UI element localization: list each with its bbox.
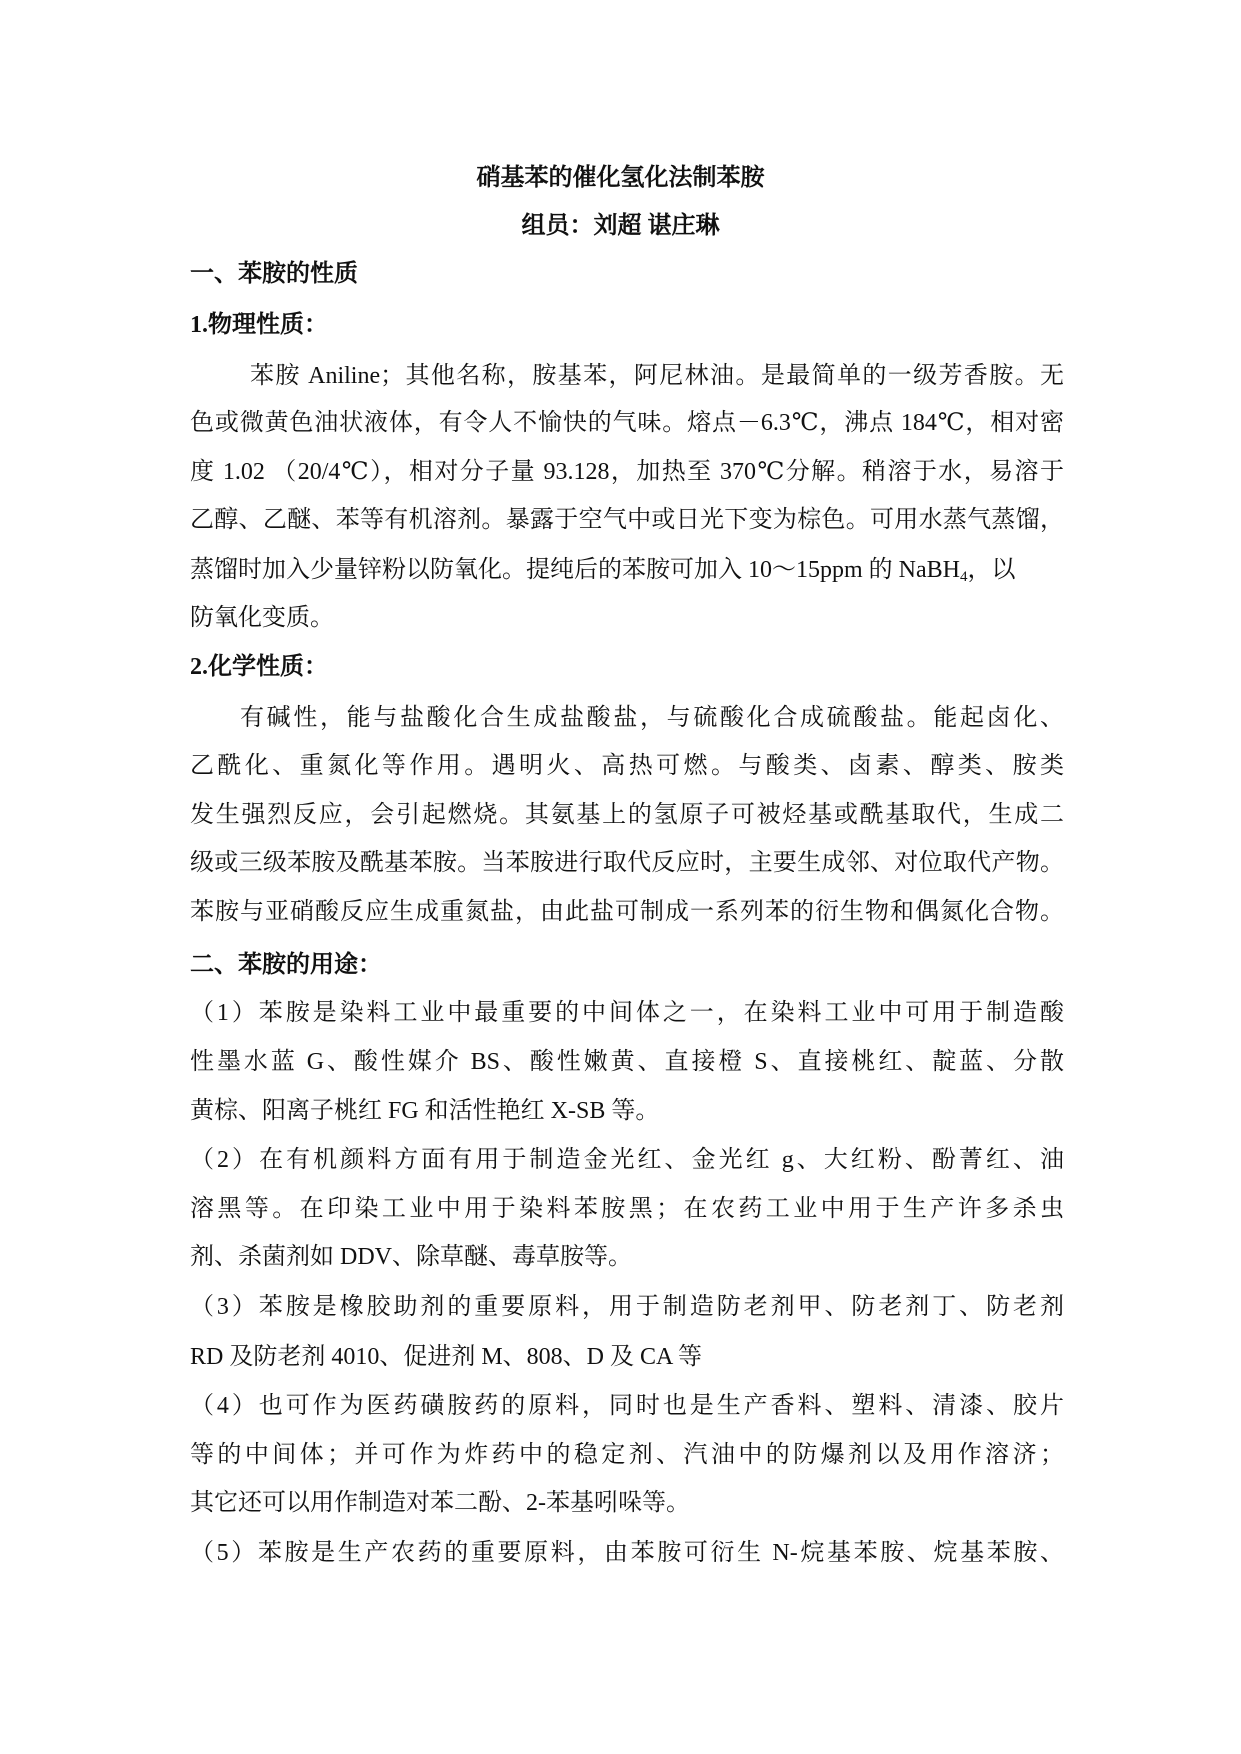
list-item-line: RD 及防老剂 4010、促进剂 M、808、D 及 CA 等 <box>190 1344 703 1370</box>
list-item-line: （5）苯胺是生产农药的重要原料，由苯胺可衍生 N-烷基苯胺、烷基苯胺、 <box>190 1540 1064 1566</box>
paragraph-line: 苯胺 Aniline；其他名称，胺基苯，阿尼林油。是最简单的一级芳香胺。无 <box>250 363 1064 389</box>
list-item-line: 等的中间体；并可作为炸药中的稳定剂、汽油中的防爆剂以及用作溶济； <box>190 1442 1064 1468</box>
list-item-line: （4）也可作为医药磺胺药的原料，同时也是生产香料、塑料、清漆、胶片 <box>190 1393 1064 1419</box>
paragraph-line: 级或三级苯胺及酰基苯胺。当苯胺进行取代反应时，主要生成邻、对位取代产物。 <box>190 850 1064 876</box>
paragraph-line <box>190 546 1064 594</box>
paragraph-text: ，以 <box>967 557 1016 583</box>
subheading-physical: 1.物理性质： <box>190 312 328 338</box>
paragraph-line: 发生强烈反应，会引起燃烧。其氨基上的氢原子可被烃基或酰基取代，生成二 <box>190 802 1064 828</box>
list-item-line: （1）苯胺是染料工业中最重要的中间体之一，在染料工业中可用于制造酸 <box>190 1000 1064 1026</box>
paragraph-line: 乙酰化、重氮化等作用。遇明火、高热可燃。与酸类、卤素、醇类、胺类 <box>190 753 1064 779</box>
paragraph-line: 防氧化变质。 <box>190 605 334 631</box>
paragraph-line: 苯胺与亚硝酸反应生成重氮盐，由此盐可制成一系列苯的衍生物和偶氮化合物。 <box>190 899 1064 925</box>
list-item-line: （3）苯胺是橡胶助剂的重要原料，用于制造防老剂甲、防老剂丁、防老剂 <box>190 1294 1064 1320</box>
list-item-line: 性墨水蓝 G、酸性媒介 BS、酸性嫩黄、直接橙 S、直接桃红、靛蓝、分散 <box>190 1049 1064 1075</box>
members-line: 组员：刘超 谌庄琳 <box>521 213 720 239</box>
document-title: 硝基苯的催化氢化法制苯胺 <box>476 165 765 191</box>
paragraph-line: 有碱性，能与盐酸化合生成盐酸盐，与硫酸化合成硫酸盐。能起卤化、 <box>240 705 1064 731</box>
subscript: 4 <box>960 569 968 585</box>
section-heading-uses: 二、苯胺的用途： <box>190 952 382 978</box>
paragraph-text: 蒸馏时加入少量锌粉以防氧化。提纯后的苯胺可加入 10～15ppm 的 NaBH <box>190 557 960 583</box>
subheading-chemical: 2.化学性质： <box>190 654 328 680</box>
paragraph-line: 色或微黄色油状液体，有令人不愉快的气味。熔点－6.3℃，沸点 184℃，相对密 <box>190 410 1064 436</box>
list-item-line: 剂、杀菌剂如 DDV、除草醚、毒草胺等。 <box>190 1244 632 1270</box>
paragraph-line: 度 1.02 （20/4℃），相对分子量 93.128，加热至 370℃分解。稍溶于水，易溶于 <box>190 459 1064 485</box>
list-item-line: 溶黑等。在印染工业中用于染料苯胺黑；在农药工业中用于生产许多杀虫 <box>190 1196 1064 1222</box>
paragraph-line: 乙醇、乙醚、苯等有机溶剂。暴露于空气中或日光下变为棕色。可用水蒸气蒸馏， <box>190 507 1064 533</box>
section-heading-properties: 一、苯胺的性质 <box>190 261 358 287</box>
list-item-line: （2）在有机颜料方面有用于制造金光红、金光红 g、大红粉、酚菁红、油 <box>190 1147 1064 1173</box>
list-item-line: 其它还可以用作制造对苯二酚、2-苯基吲哚等。 <box>190 1490 690 1516</box>
list-item-line: 黄棕、阳离子桃红 FG 和活性艳红 X-SB 等。 <box>190 1098 660 1124</box>
